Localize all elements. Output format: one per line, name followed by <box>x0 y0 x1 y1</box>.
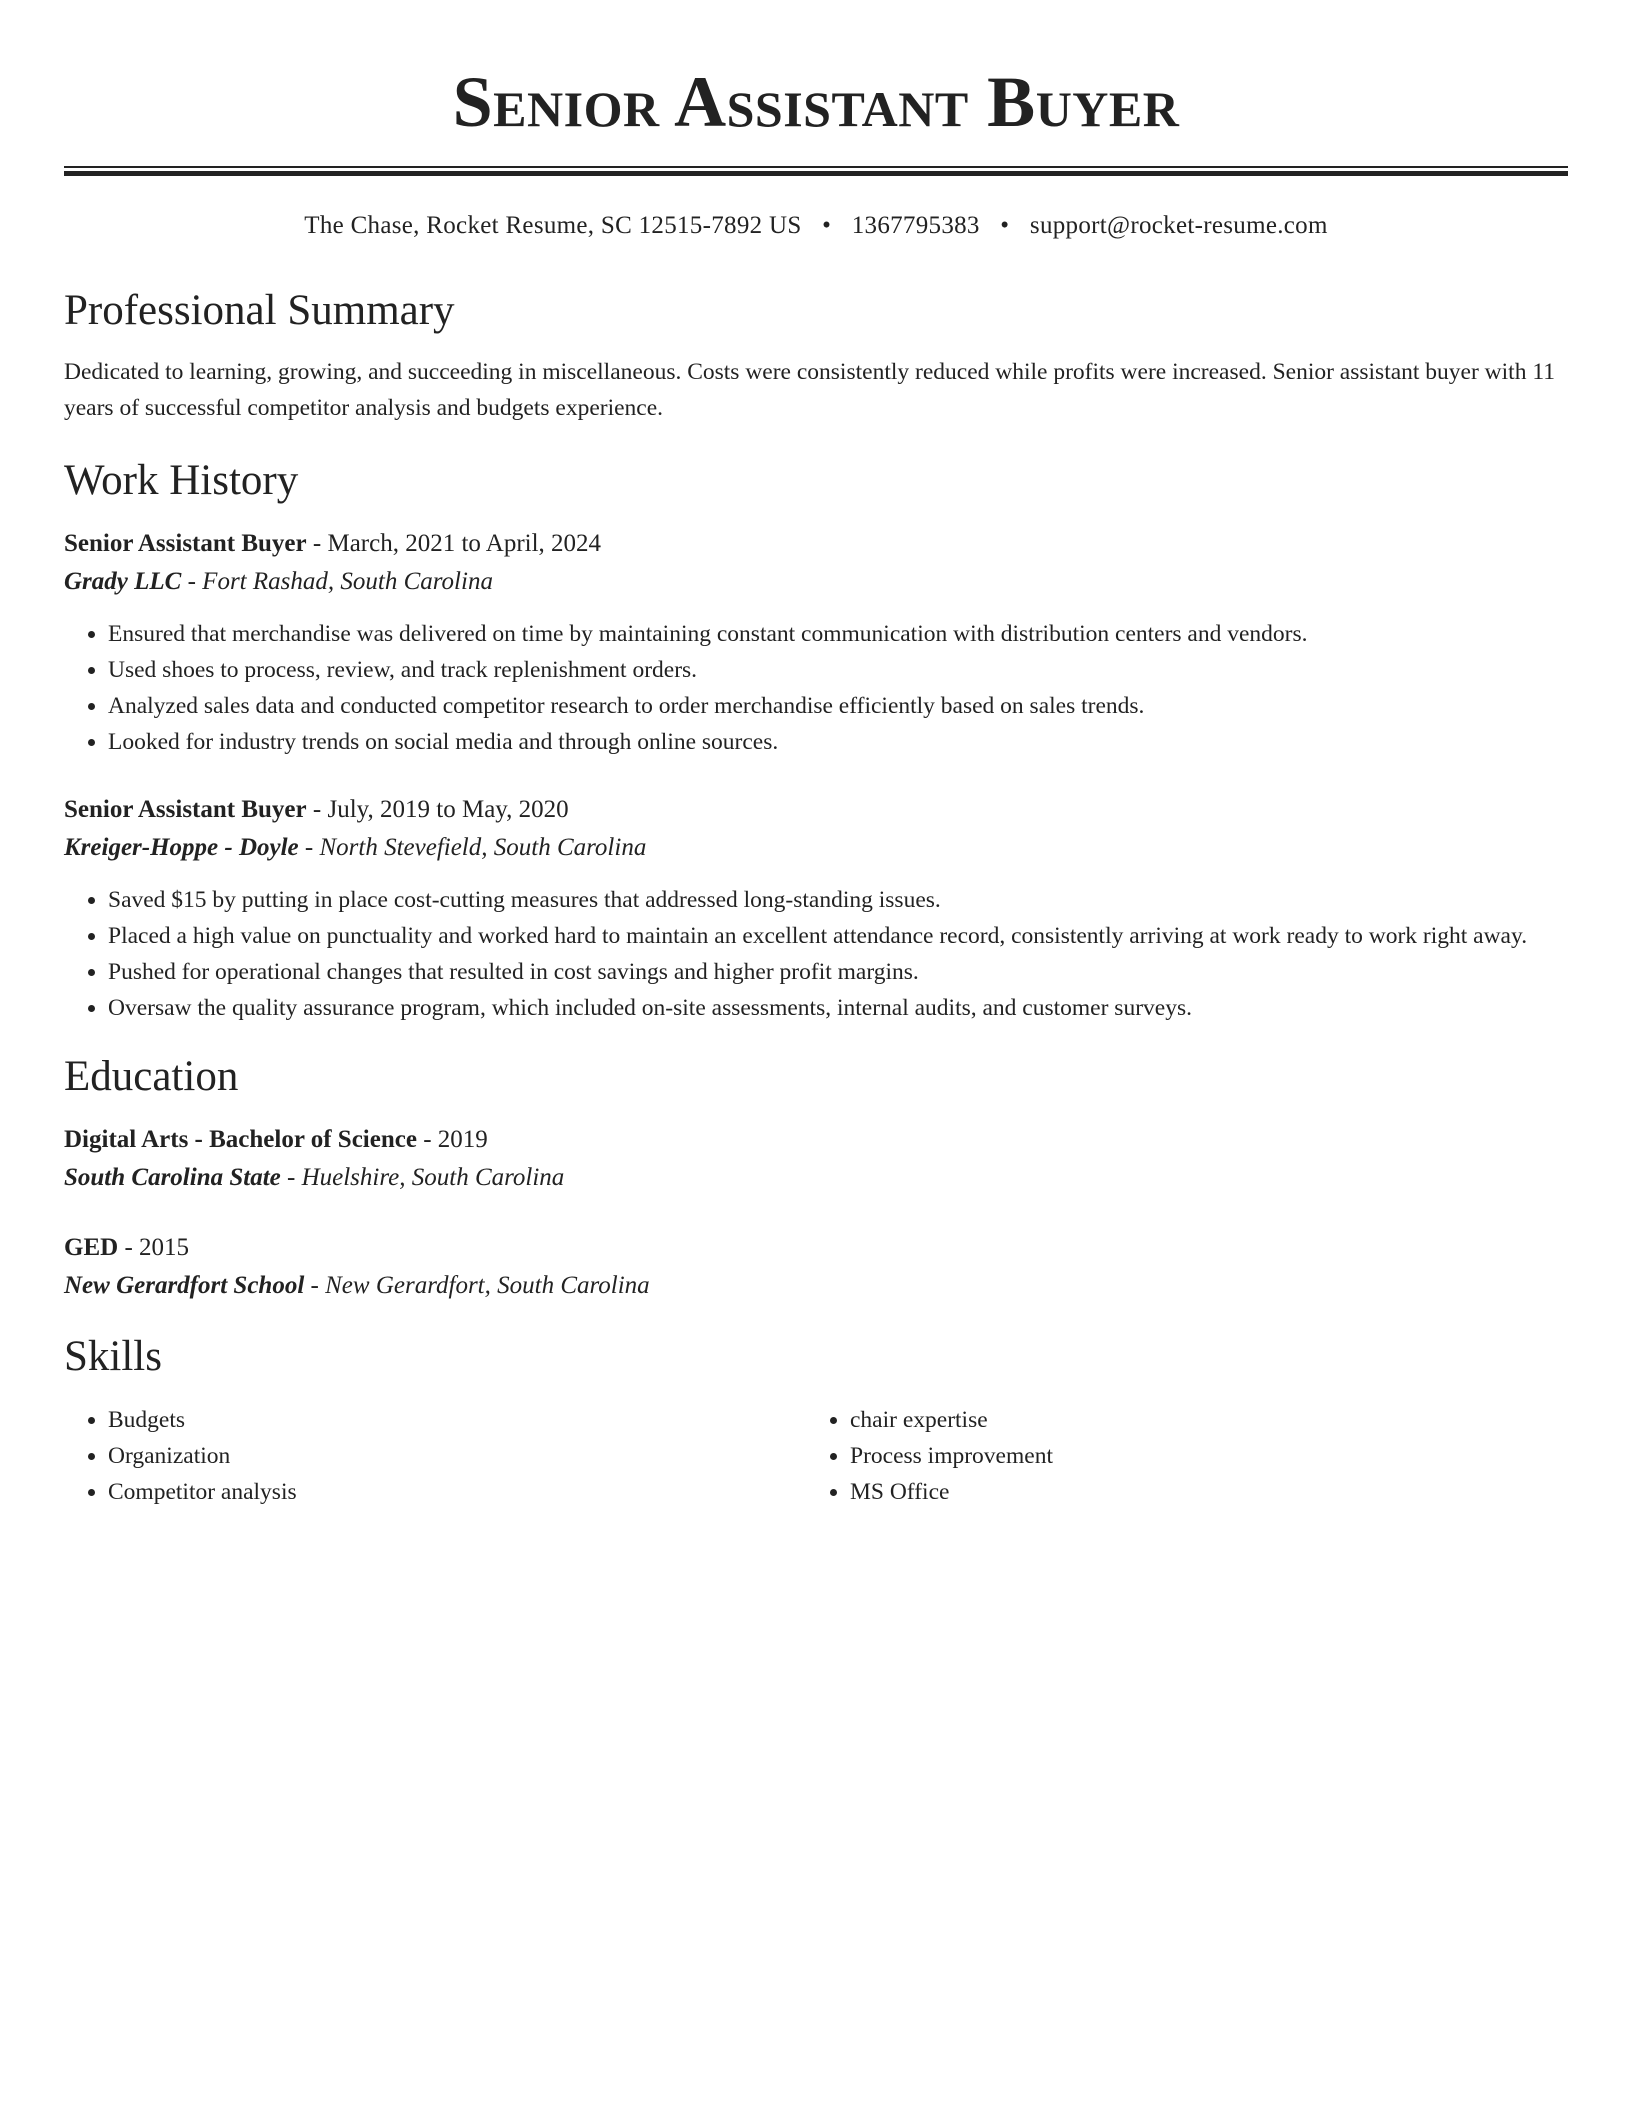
job-location: - North Stevefield, South Carolina <box>298 834 647 861</box>
education-school-line <box>64 1266 1568 1306</box>
job-bullet: • Saved $15 by putting in place cost-cutting measures that addressed long-standing issues. <box>108 882 1568 918</box>
job-bullet: • Looked for industry trends on social media and through online sources. <box>108 724 1568 760</box>
skill-item: • Process improvement <box>850 1438 1548 1474</box>
contact-separator: • <box>1000 212 1010 239</box>
education-degree: GED <box>64 1234 119 1261</box>
skills-column-left <box>64 1402 806 1510</box>
education-heading: Education <box>64 1053 239 1100</box>
education-school: New Gerardfort School <box>64 1272 305 1299</box>
job-company: Grady LLC <box>64 568 182 595</box>
skill-item: • Budgets <box>108 1402 806 1438</box>
job-dates: - July, 2019 to May, 2020 <box>306 796 569 823</box>
job-bullets <box>64 882 1568 1026</box>
skills-grid <box>64 1402 1568 1510</box>
job-bullet: • Analyzed sales data and conducted competitor research to order merchandise efficiently based on sales trends. <box>108 688 1568 724</box>
job-header <box>64 526 1568 562</box>
education-school: South Carolina State <box>64 1164 281 1191</box>
education-school-line <box>64 1158 1568 1198</box>
job-bullet: • Used shoes to process, review, and track replenishment orders. <box>108 652 1568 688</box>
skill-item: • chair expertise <box>850 1402 1548 1438</box>
contact-email: support@rocket-resume.com <box>1029 212 1328 239</box>
job-employer <box>64 828 1568 868</box>
work-history-heading: Work History <box>64 457 299 504</box>
header-divider <box>64 166 1568 176</box>
skills-column-right <box>806 1402 1548 1510</box>
contact-separator: • <box>822 212 832 239</box>
job-header <box>64 792 1568 828</box>
skill-item: • MS Office <box>850 1474 1548 1510</box>
job-title: Senior Assistant Buyer <box>64 530 307 557</box>
education-location: - New Gerardfort, South Carolina <box>304 1272 650 1299</box>
contact-phone: 1367795383 <box>851 212 980 239</box>
education-year: - 2019 <box>416 1126 488 1153</box>
job-dates: - March, 2021 to April, 2024 <box>306 530 602 557</box>
job-location: - Fort Rashad, South Carolina <box>181 568 493 595</box>
contact-line <box>64 210 1568 242</box>
job-bullet: • Pushed for operational changes that resulted in cost savings and higher profit margins. <box>108 954 1568 990</box>
job-bullet: • Oversaw the quality assurance program, which included on-site assessments, internal audits, and customer surveys. <box>108 990 1568 1026</box>
summary-text: Dedicated to learning, growing, and succeeding in miscellaneous. Costs were consistently reduced while profits were increased. Senior assistant buyer with 11 years of successful competitor analysis and budgets experience. <box>64 359 1555 421</box>
skills-heading: Skills <box>64 1333 162 1380</box>
education-header <box>64 1122 1568 1158</box>
job-title: Senior Assistant Buyer <box>64 796 307 823</box>
education-location: - Huelshire, South Carolina <box>280 1164 565 1191</box>
job-bullets <box>64 616 1568 760</box>
education-year: - 2015 <box>118 1234 190 1261</box>
job-bullet: • Placed a high value on punctuality and worked hard to maintain an excellent attendance record, consistently arriving at work ready to work right away. <box>108 918 1568 954</box>
education-degree: Digital Arts - Bachelor of Science <box>64 1126 417 1153</box>
job-company: Kreiger-Hoppe - Doyle <box>64 834 299 861</box>
job-bullet: • Ensured that merchandise was delivered on time by maintaining constant communication with distribution centers and vendors. <box>108 616 1568 652</box>
contact-address: The Chase, Rocket Resume, SC 12515-7892 US <box>304 212 802 239</box>
skill-item: • Competitor analysis <box>108 1474 806 1510</box>
skill-item: • Organization <box>108 1438 806 1474</box>
job-employer <box>64 562 1568 602</box>
education-header <box>64 1230 1568 1266</box>
resume-name: Senior Assistant Buyer <box>452 62 1180 142</box>
summary-heading: Professional Summary <box>64 287 455 334</box>
